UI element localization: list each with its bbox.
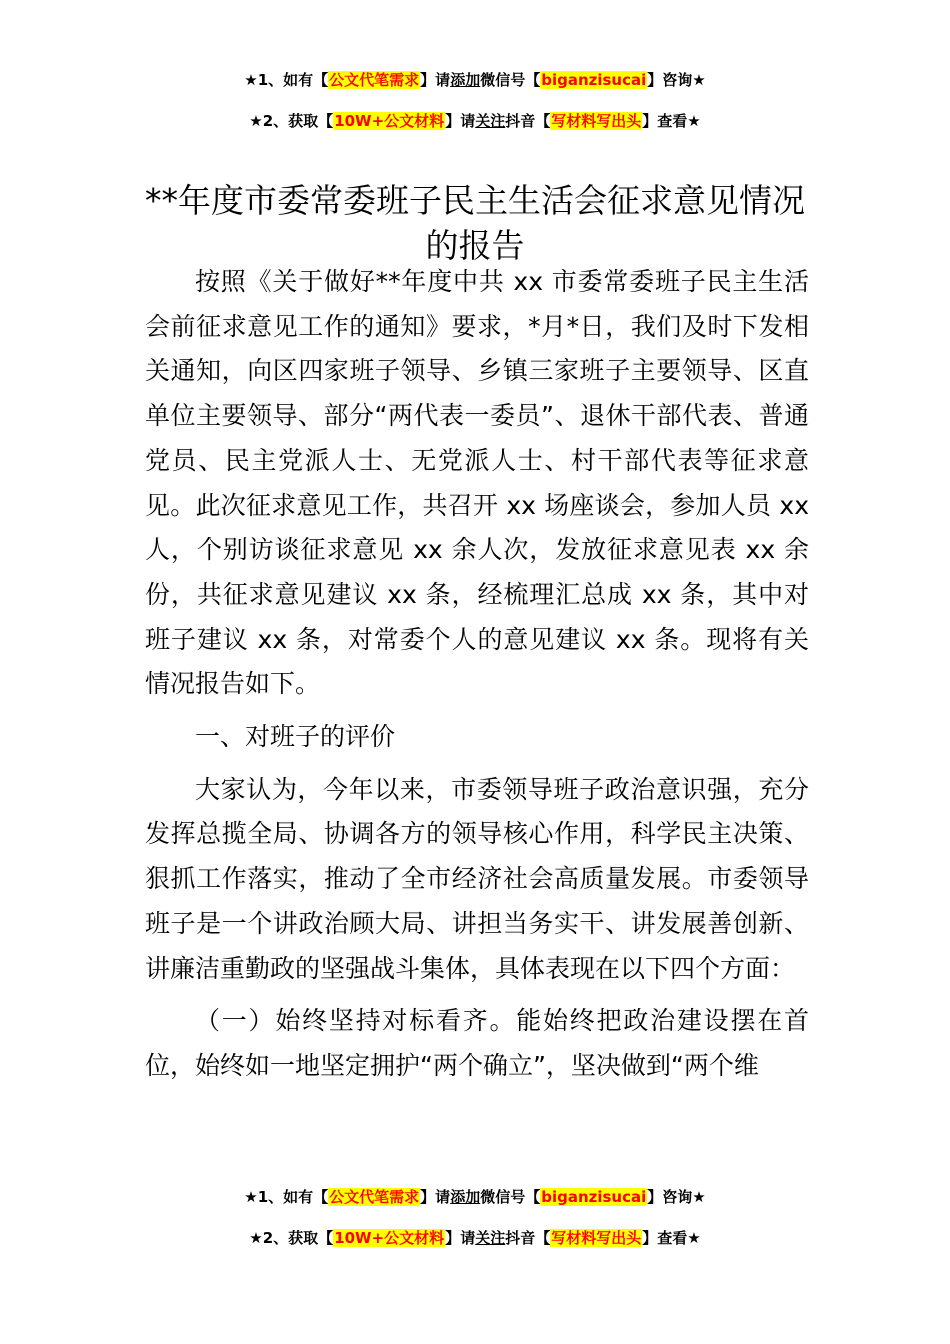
- banner-text: ★1、如有【: [244, 1188, 329, 1206]
- banner-text: 】请: [445, 112, 476, 130]
- banner-underlined: 添加: [450, 1188, 481, 1206]
- header-banner-line-1: [0, 69, 950, 91]
- banner-text: 抖音【: [505, 112, 551, 130]
- banner-text: 抖音【: [505, 1229, 551, 1247]
- banner-highlight: biganzisucai: [541, 1188, 647, 1206]
- banner-underlined: 关注: [475, 1229, 506, 1247]
- banner-text: 】咨询★: [647, 1188, 706, 1206]
- banner-underlined: 关注: [475, 112, 506, 130]
- banner-text: ★2、获取【: [249, 112, 334, 130]
- section-heading: 一、对班子的评价: [195, 722, 396, 752]
- banner-text: 】查看★: [642, 1229, 701, 1247]
- banner-text: 】查看★: [642, 112, 701, 130]
- banner-highlight: 写材料写出头: [551, 1229, 642, 1247]
- banner-text: 】请: [420, 1188, 451, 1206]
- banner-text: 微信号【: [480, 71, 541, 89]
- banner-text: 微信号【: [480, 1188, 541, 1206]
- banner-highlight: 写材料写出头: [551, 112, 642, 130]
- banner-highlight: 10W+公文材料: [334, 1229, 445, 1247]
- banner-text: 】请: [420, 71, 451, 89]
- paragraph: 大家认为，今年以来，市委领导班子政治意识强，充分发挥总揽全局、协调各方的领导核心作用，科学民主决策、狠抓工作落实，推动了全市经济社会高质量发展。市委领导班子是一个讲政治顾大局、讲担当务实干、讲发展善创新、讲廉洁重勤政的坚强战斗集体，具体表现在以下四个方面：: [145, 774, 809, 983]
- banner-highlight: 公文代笔需求: [329, 1188, 420, 1206]
- banner-highlight: 10W+公文材料: [334, 112, 445, 130]
- banner-text: 】咨询★: [647, 71, 706, 89]
- banner-highlight: biganzisucai: [541, 71, 647, 89]
- banner-text: ★2、获取【: [249, 1229, 334, 1247]
- document-title: **年度市委常委班子民主生活会征求意见情况的报告: [145, 181, 805, 266]
- banner-highlight: 公文代笔需求: [329, 71, 420, 89]
- footer-banner-line-1: [0, 1186, 950, 1208]
- header-banner-line-2: [0, 110, 950, 132]
- banner-text: ★1、如有【: [244, 71, 329, 89]
- banner-underlined: 添加: [450, 71, 481, 89]
- paragraph: 按照《关于做好**年度中共 xx 市委常委班子民主生活会前征求意见工作的通知》要求，*月*日，我们及时下发相关通知，向区四家班子领导、乡镇三家班子主要领导、区直单位主要领导、部分“两代表一委员”、退休干部代表、普通党员、民主党派人士、无党派人士、村干部代表等征求意见。此次征求意见工作，共召开 xx 场座谈会，参加人员 xx 人，个别访谈征求意见 xx 余人次，发放征求意见表 xx 余份，共征求意见建议 xx 条，经梳理汇总成 xx 条，其中对班子建议 xx 条，对常委个人的意见建议 xx 条。现将有关情况报告如下。: [145, 267, 809, 699]
- banner-text: 】请: [445, 1229, 476, 1247]
- paragraph: （一）始终坚持对标看齐。能始终把政治建设摆在首位，始终如一地坚定拥护“两个确立”，坚决做到“两个维: [145, 1006, 809, 1080]
- document-body: [145, 260, 809, 1089]
- footer-banner-line-2: [0, 1227, 950, 1249]
